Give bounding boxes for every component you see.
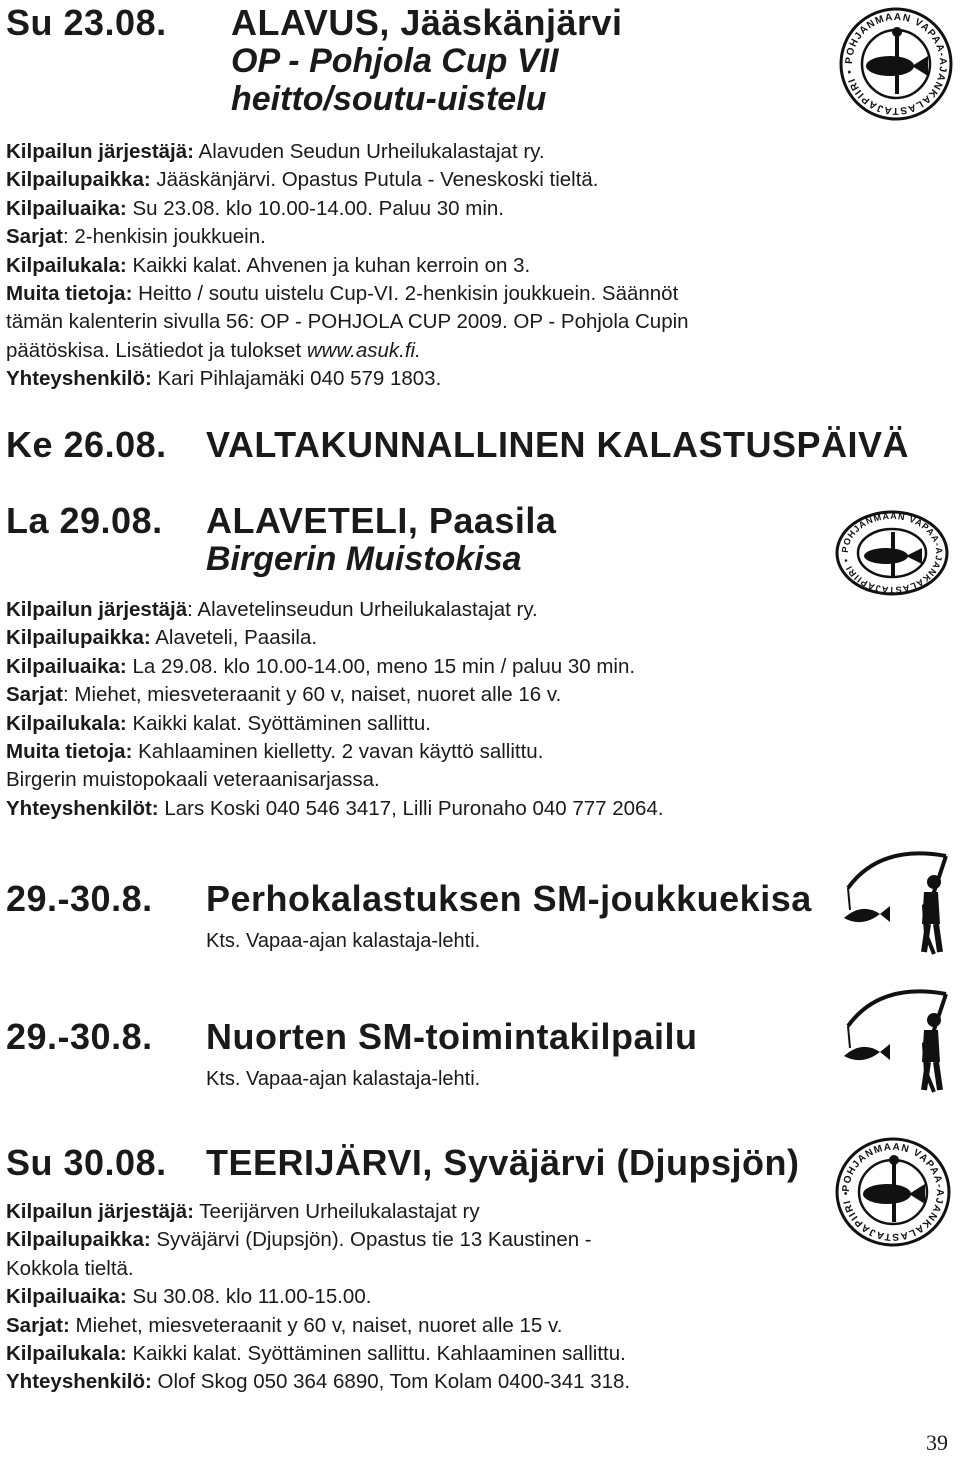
info-text: Alavuden Seudun Urheilukalastajat ry. [193, 140, 545, 163]
info-line [6, 1368, 630, 1396]
info-text: Heitto / soutu uistelu Cup-VI. 2-henkisin joukkuein. Säännöt [132, 282, 679, 306]
info-line [6, 766, 664, 794]
info-line [6, 223, 689, 251]
info-text: Miehet, miesveteraanit y 60 v, naiset, nuoret alle 15 v. [69, 1313, 563, 1337]
info-text: Kaikki kalat. Ahvenen ja kuhan kerroin on 3. [126, 253, 531, 277]
info-line [6, 1312, 630, 1340]
page-number: 39 [926, 1430, 948, 1455]
info-label: Yhteyshenkilöt: [6, 796, 159, 820]
info-label: Sarjat: [6, 1313, 70, 1337]
info-line [6, 337, 689, 365]
info-line [6, 1255, 630, 1283]
info-label: Muita tietoja: [6, 282, 133, 306]
info-text: Syväjärvi (Djupsjön). Opastus tie 13 Kaustinen - [150, 1228, 592, 1252]
event-info-block [6, 596, 664, 823]
info-text: Olof Skog 050 364 6890, Tom Kolam 0400-341 318. [151, 1370, 631, 1394]
info-line [6, 624, 664, 652]
info-line [6, 308, 689, 336]
info-label: Kilpailukala: [6, 253, 127, 277]
event-title: Nuorten SM-toimintakilpailu [206, 1016, 698, 1057]
info-line [6, 1226, 630, 1254]
info-text: Kahlaaminen kielletty. 2 vavan käyttö sallittu. [132, 740, 544, 764]
event-date: Ke 26.08. [6, 424, 167, 465]
event-date: La 29.08. [6, 500, 163, 541]
info-text: Lars Koski 040 546 3417, Lilli Puronaho 040 777 2064. [158, 796, 664, 820]
info-line [6, 138, 689, 166]
info-line [6, 280, 689, 308]
info-line [6, 1283, 630, 1311]
info-label: Sarjat [6, 683, 63, 707]
info-line [6, 252, 689, 280]
info-label: Kilpailuaika: [6, 1285, 127, 1309]
info-label: Muita tietoja: [6, 740, 133, 764]
info-label: Kilpailuaika: [6, 654, 127, 678]
svg-text:POHJANMAAN VAPAA-AJANKALASTAJA: POHJANMAAN VAPAA-AJANKALASTAJAPIIRI • [839, 510, 945, 596]
info-line [6, 166, 689, 194]
info-text: päätöskisa. Lisätiedot ja tulokset [6, 338, 307, 362]
info-label: Kilpailun järjestäjä: [6, 140, 194, 163]
info-label: Sarjat [6, 225, 63, 249]
event-title: ALAVUS, Jääskänjärvi [231, 2, 623, 43]
angler-fish-icon [840, 848, 956, 958]
event-info-block [6, 138, 689, 394]
info-line [6, 195, 689, 223]
info-text: Birgerin muistopokaali veteraanisarjassa. [6, 768, 380, 792]
event-title: ALAVETELI, Paasila [206, 500, 557, 541]
info-line [6, 710, 664, 738]
event-subtitle: OP - Pohjola Cup VII [231, 42, 559, 80]
info-text: Kari Pihlajamäki 040 579 1803. [151, 367, 442, 391]
event-title: TEERIJÄRVI, Syväjärvi (Djupsjön) [206, 1142, 800, 1183]
event-title: Perhokalastuksen SM-joukkuekisa [206, 878, 812, 919]
info-label: Kilpailukala: [6, 1342, 127, 1366]
info-label: Yhteyshenkilö: [6, 367, 152, 391]
info-text: : 2-henkisin joukkuein. [62, 225, 266, 249]
info-text: Kokkola tieltä. [6, 1256, 134, 1280]
info-line [6, 738, 664, 766]
event-date: Su 23.08. [6, 2, 167, 43]
event-date: 29.-30.8. [6, 1016, 153, 1057]
info-line [6, 365, 689, 393]
info-text: Su 23.08. klo 10.00-14.00. Paluu 30 min. [126, 196, 504, 220]
club-seal-logo [834, 1136, 952, 1248]
info-label: Kilpailupaikka: [6, 1228, 151, 1252]
svg-text:POHJANMAAN VAPAA-AJANKALASTAJA: POHJANMAAN VAPAA-AJANKALASTAJAPIIRI • [840, 1141, 946, 1243]
info-line [6, 1340, 630, 1368]
info-text: : Alavetelinseudun Urheilukalastajat ry. [187, 598, 538, 621]
event-date: Su 30.08. [6, 1142, 167, 1183]
info-text: Kaikki kalat. Syöttäminen sallittu. Kahlaaminen sallittu. [126, 1342, 626, 1366]
info-text: tämän kalenterin sivulla 56: OP - POHJOLA CUP 2009. OP - Pohjola Cupin [6, 310, 689, 334]
info-label: Kilpailupaikka: [6, 168, 151, 192]
info-text: Teerijärven Urheilukalastajat ry [193, 1200, 480, 1223]
event-date: 29.-30.8. [6, 878, 153, 919]
info-text: Alaveteli, Paasila. [150, 626, 318, 650]
info-text: Jääskänjärvi. Opastus Putula - Veneskoski tieltä. [150, 168, 599, 192]
info-label: Kilpailun järjestäjä [6, 598, 188, 621]
event-subtitle: Birgerin Muistokisa [206, 540, 522, 578]
event-note: Kts. Vapaa-ajan kalastaja-lehti. [206, 930, 481, 952]
info-label: Kilpailuaika: [6, 196, 127, 220]
club-seal-logo [838, 6, 954, 122]
info-label: Kilpailukala: [6, 711, 127, 735]
club-seal-logo [834, 510, 950, 596]
event-subtitle: heitto/soutu-uistelu [231, 80, 547, 118]
info-line [6, 596, 664, 624]
info-line [6, 795, 664, 823]
info-text: La 29.08. klo 10.00-14.00, meno 15 min / paluu 30 min. [126, 654, 636, 678]
info-line [6, 653, 664, 681]
info-line [6, 681, 664, 709]
svg-text:POHJANMAAN VAPAA-AJANKALASTAJA: POHJANMAAN VAPAA-AJANKALASTAJAPIIRI • [843, 11, 949, 117]
info-label: Kilpailupaikka: [6, 626, 151, 650]
website-link[interactable]: www.asuk.fi. [306, 338, 421, 362]
event-info-block [6, 1198, 630, 1397]
angler-fish-icon [840, 986, 956, 1096]
info-label: Yhteyshenkilö: [6, 1370, 152, 1394]
info-text: Kaikki kalat. Syöttäminen sallittu. [126, 711, 431, 735]
event-note: Kts. Vapaa-ajan kalastaja-lehti. [206, 1068, 481, 1090]
info-text: : Miehet, miesveteraanit y 60 v, naiset, nuoret alle 16 v. [62, 683, 562, 707]
info-line [6, 1198, 630, 1226]
info-text: Su 30.08. klo 11.00-15.00. [126, 1285, 372, 1309]
info-label: Kilpailun järjestäjä: [6, 1200, 194, 1223]
event-title: VALTAKUNNALLINEN KALASTUSPÄIVÄ [206, 424, 909, 465]
